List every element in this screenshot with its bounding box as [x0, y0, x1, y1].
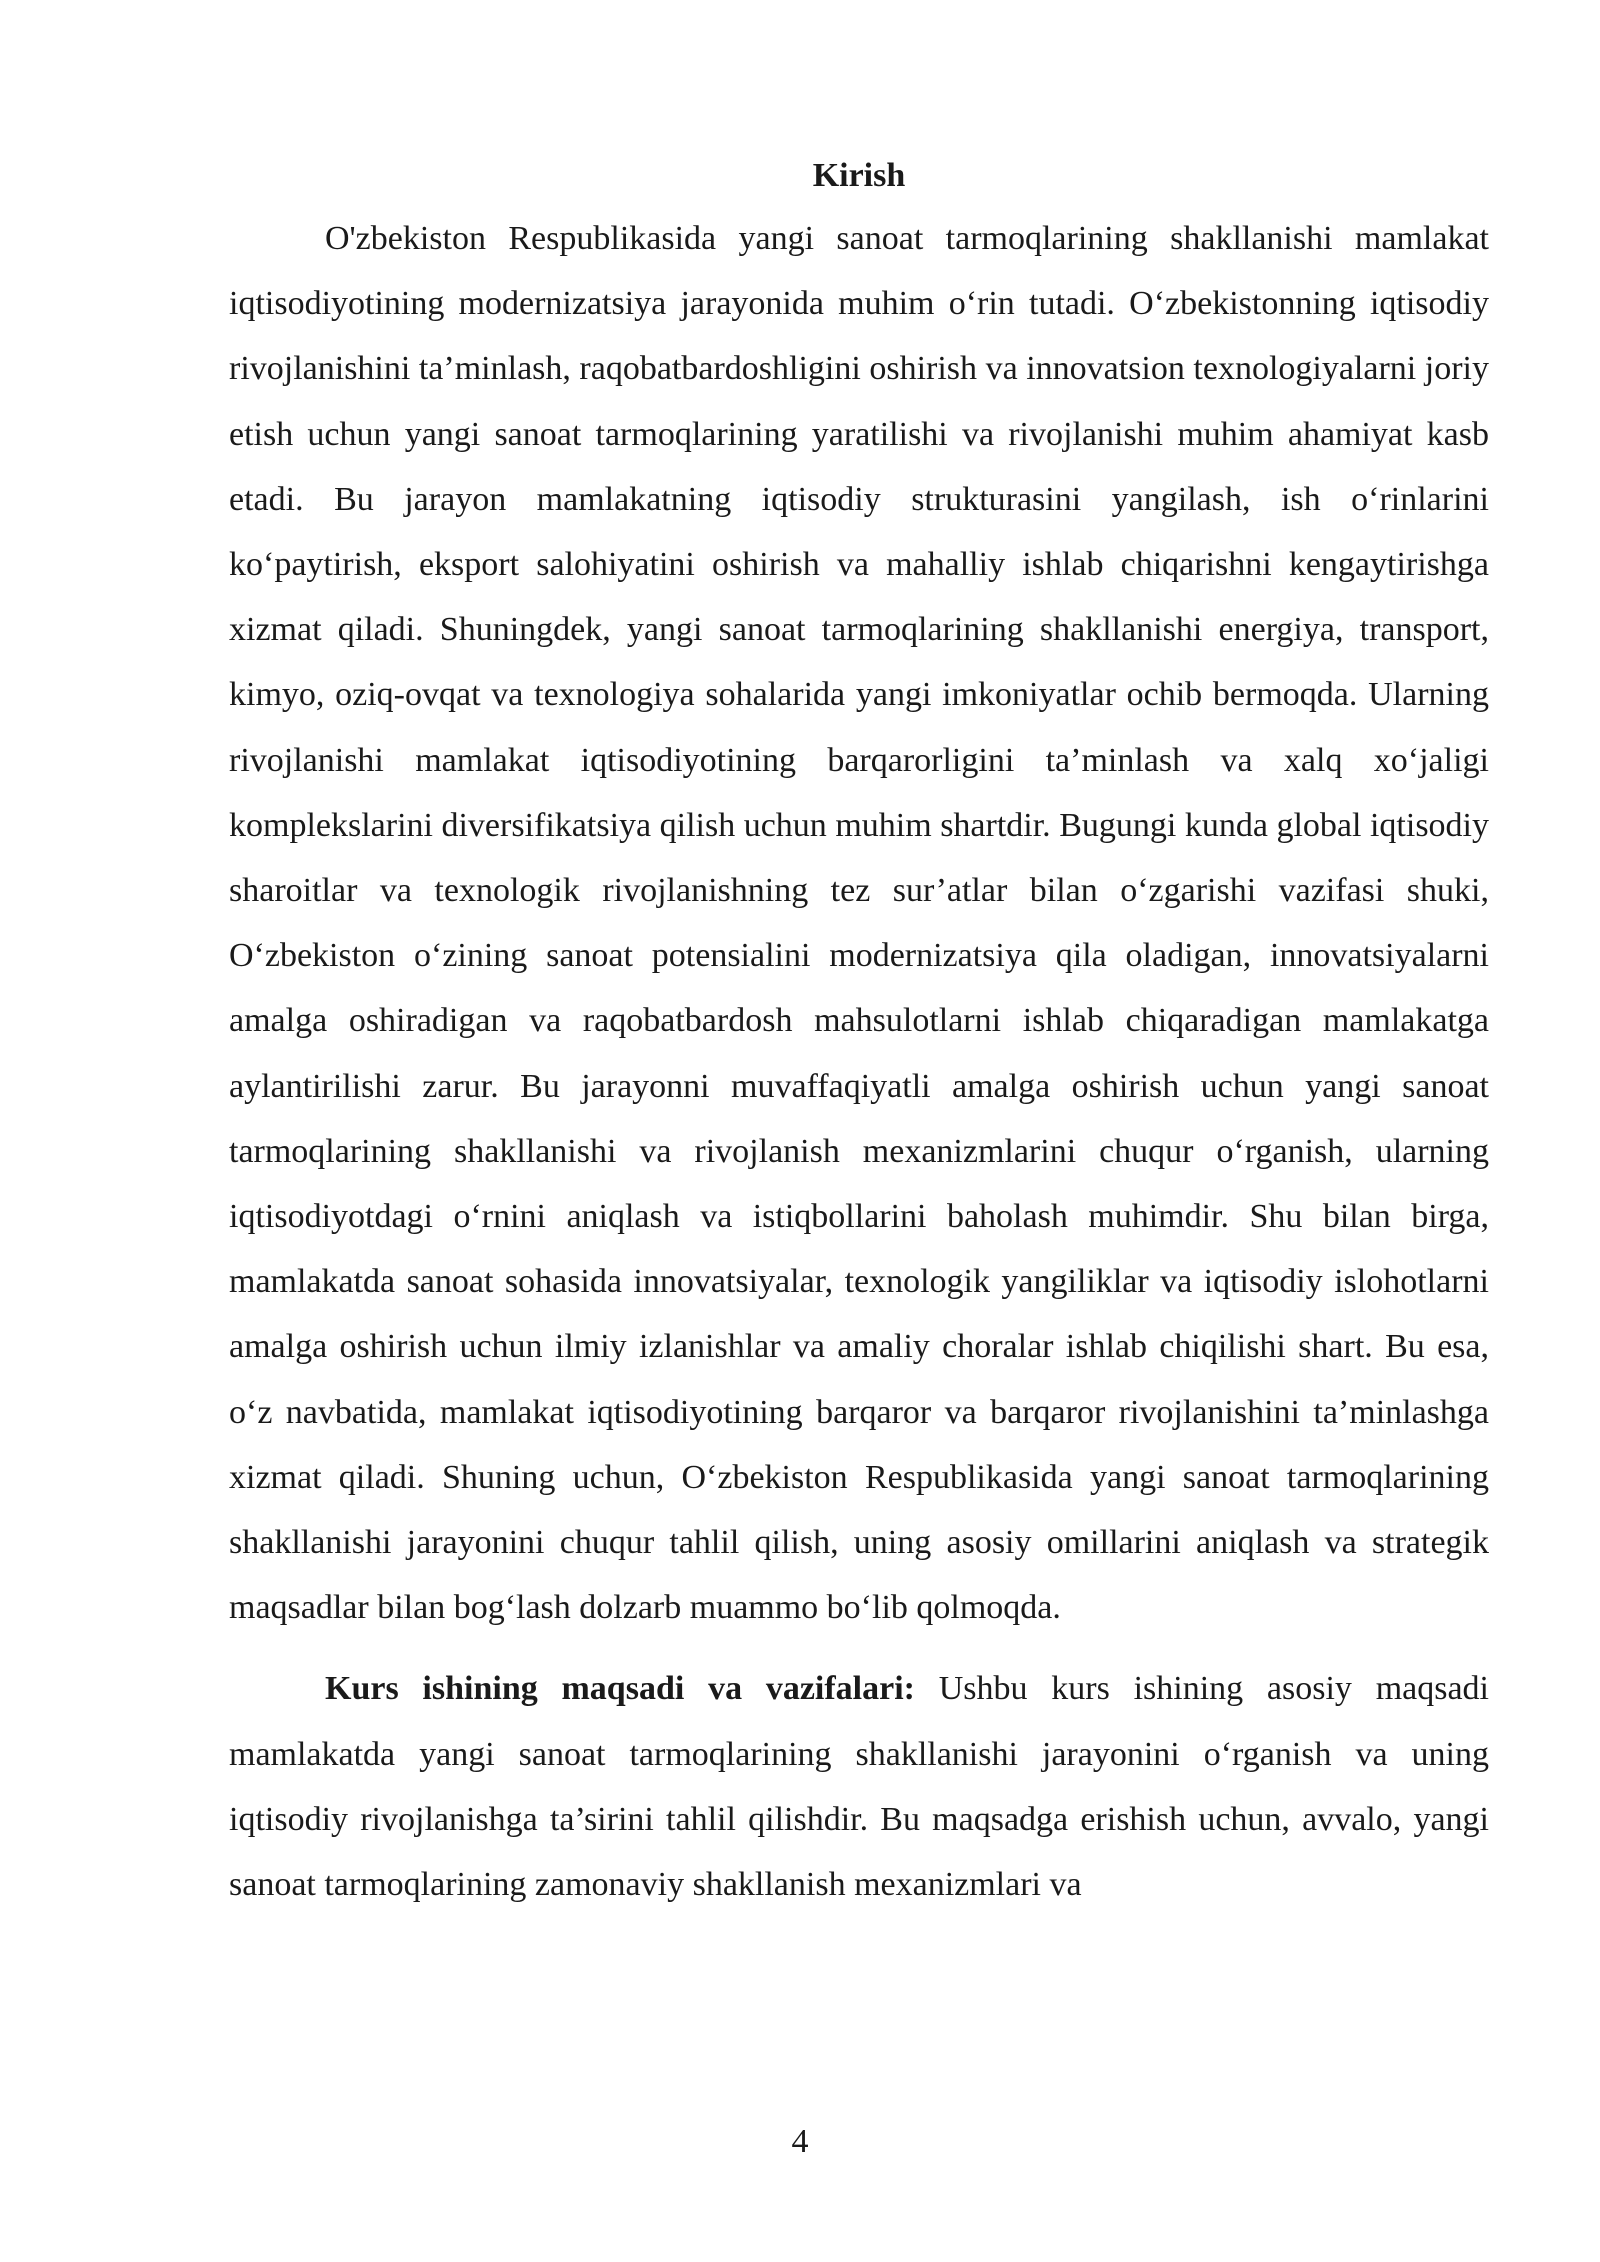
- section-heading: Kirish: [812, 157, 906, 194]
- page-number: 4: [791, 2123, 809, 2160]
- paragraph-lead: Kurs ishining maqsadi va vazifalari:: [325, 1670, 915, 1708]
- paragraph-introduction: [229, 206, 1489, 1640]
- paragraph-text: Ushbu kurs ishining asosiy maqsadi mamlakatda yangi sanoat tarmoqlarining shakllanishi jarayonini o‘rganish va uning iqtisodiy rivojlanishga ta’sirini tahlil qilishdir. Bu maqsadga erishish uchun, avvalo, yangi sanoat tarmoqlarining zamonaviy shakllanish mexanizmlari va: [229, 1670, 1489, 1904]
- paragraph-goals: [229, 1656, 1489, 1917]
- paragraph-text: O'zbekiston Respublikasida yangi sanoat tarmoqlarining shakllanishi mamlakat iqtisodiyotining modernizatsiya jarayonida muhim o‘rin tutadi. O‘zbekistonning iqtisodiy rivojlanishini ta’minlash, raqobatbardoshligini oshirish va innovatsion texnologiyalarni joriy etish uchun yangi sanoat tarmoqlarining yaratilishi va rivojlanishi muhim ahamiyat kasb etadi. Bu jarayon mamlakatning iqtisodiy strukturasini yangilash, ish o‘rinlarini ko‘paytirish, eksport salohiyatini oshirish va mahalliy ishlab chiqarishni kengaytirishga xizmat qiladi. Shuningdek, yangi sanoat tarmoqlarining shakllanishi energiya, transport, kimyo, oziq-ovqat va texnologiya sohalarida yangi imkoniyatlar ochib bermoqda. Ularning rivojlanishi mamlakat iqtisodiyotining barqarorligini ta’minlash va xalq xo‘jaligi komplekslarini diversifikatsiya qilish uchun muhim shartdir. Bugungi kunda global iqtisodiy sharoitlar va texnologik rivojlanishning tez sur’atlar bilan o‘zgarishi vazifasi shuki, O‘zbekiston o‘zining sanoat potensialini modernizatsiya qila oladigan, innovatsiyalarni amalga oshiradigan va raqobatbardosh mahsulotlarni ishlab chiqaradigan mamlakatga aylantirilishi zarur. Bu jarayonni muvaffaqiyatli amalga oshirish uchun yangi sanoat tarmoqlarining shakllanishi va rivojlanish mexanizmlarini chuqur o‘rganish, ularning iqtisodiyotdagi o‘rnini aniqlash va istiqbollarini baholash muhimdir. Shu bilan birga, mamlakatda sanoat sohasida innovatsiyalar, texnologik yangiliklar va iqtisodiy islohotlarni amalga oshirish uchun ilmiy izlanishlar va amaliy choralar ishlab chiqilishi shart. Bu esa, o‘z navbatida, mamlakat iqtisodiyotining barqaror va barqaror rivojlanishini ta’minlashga xizmat qiladi. Shuning uchun, O‘zbekiston Respublikasida yangi sanoat tarmoqlarining shakllanishi jarayonini chuqur tahlil qilish, uning asosiy omillarini aniqlash va strategik maqsadlar bilan bog‘lash dolzarb muammo bo‘lib qolmoqda.: [229, 220, 1489, 1627]
- document-page: [229, 146, 1489, 1917]
